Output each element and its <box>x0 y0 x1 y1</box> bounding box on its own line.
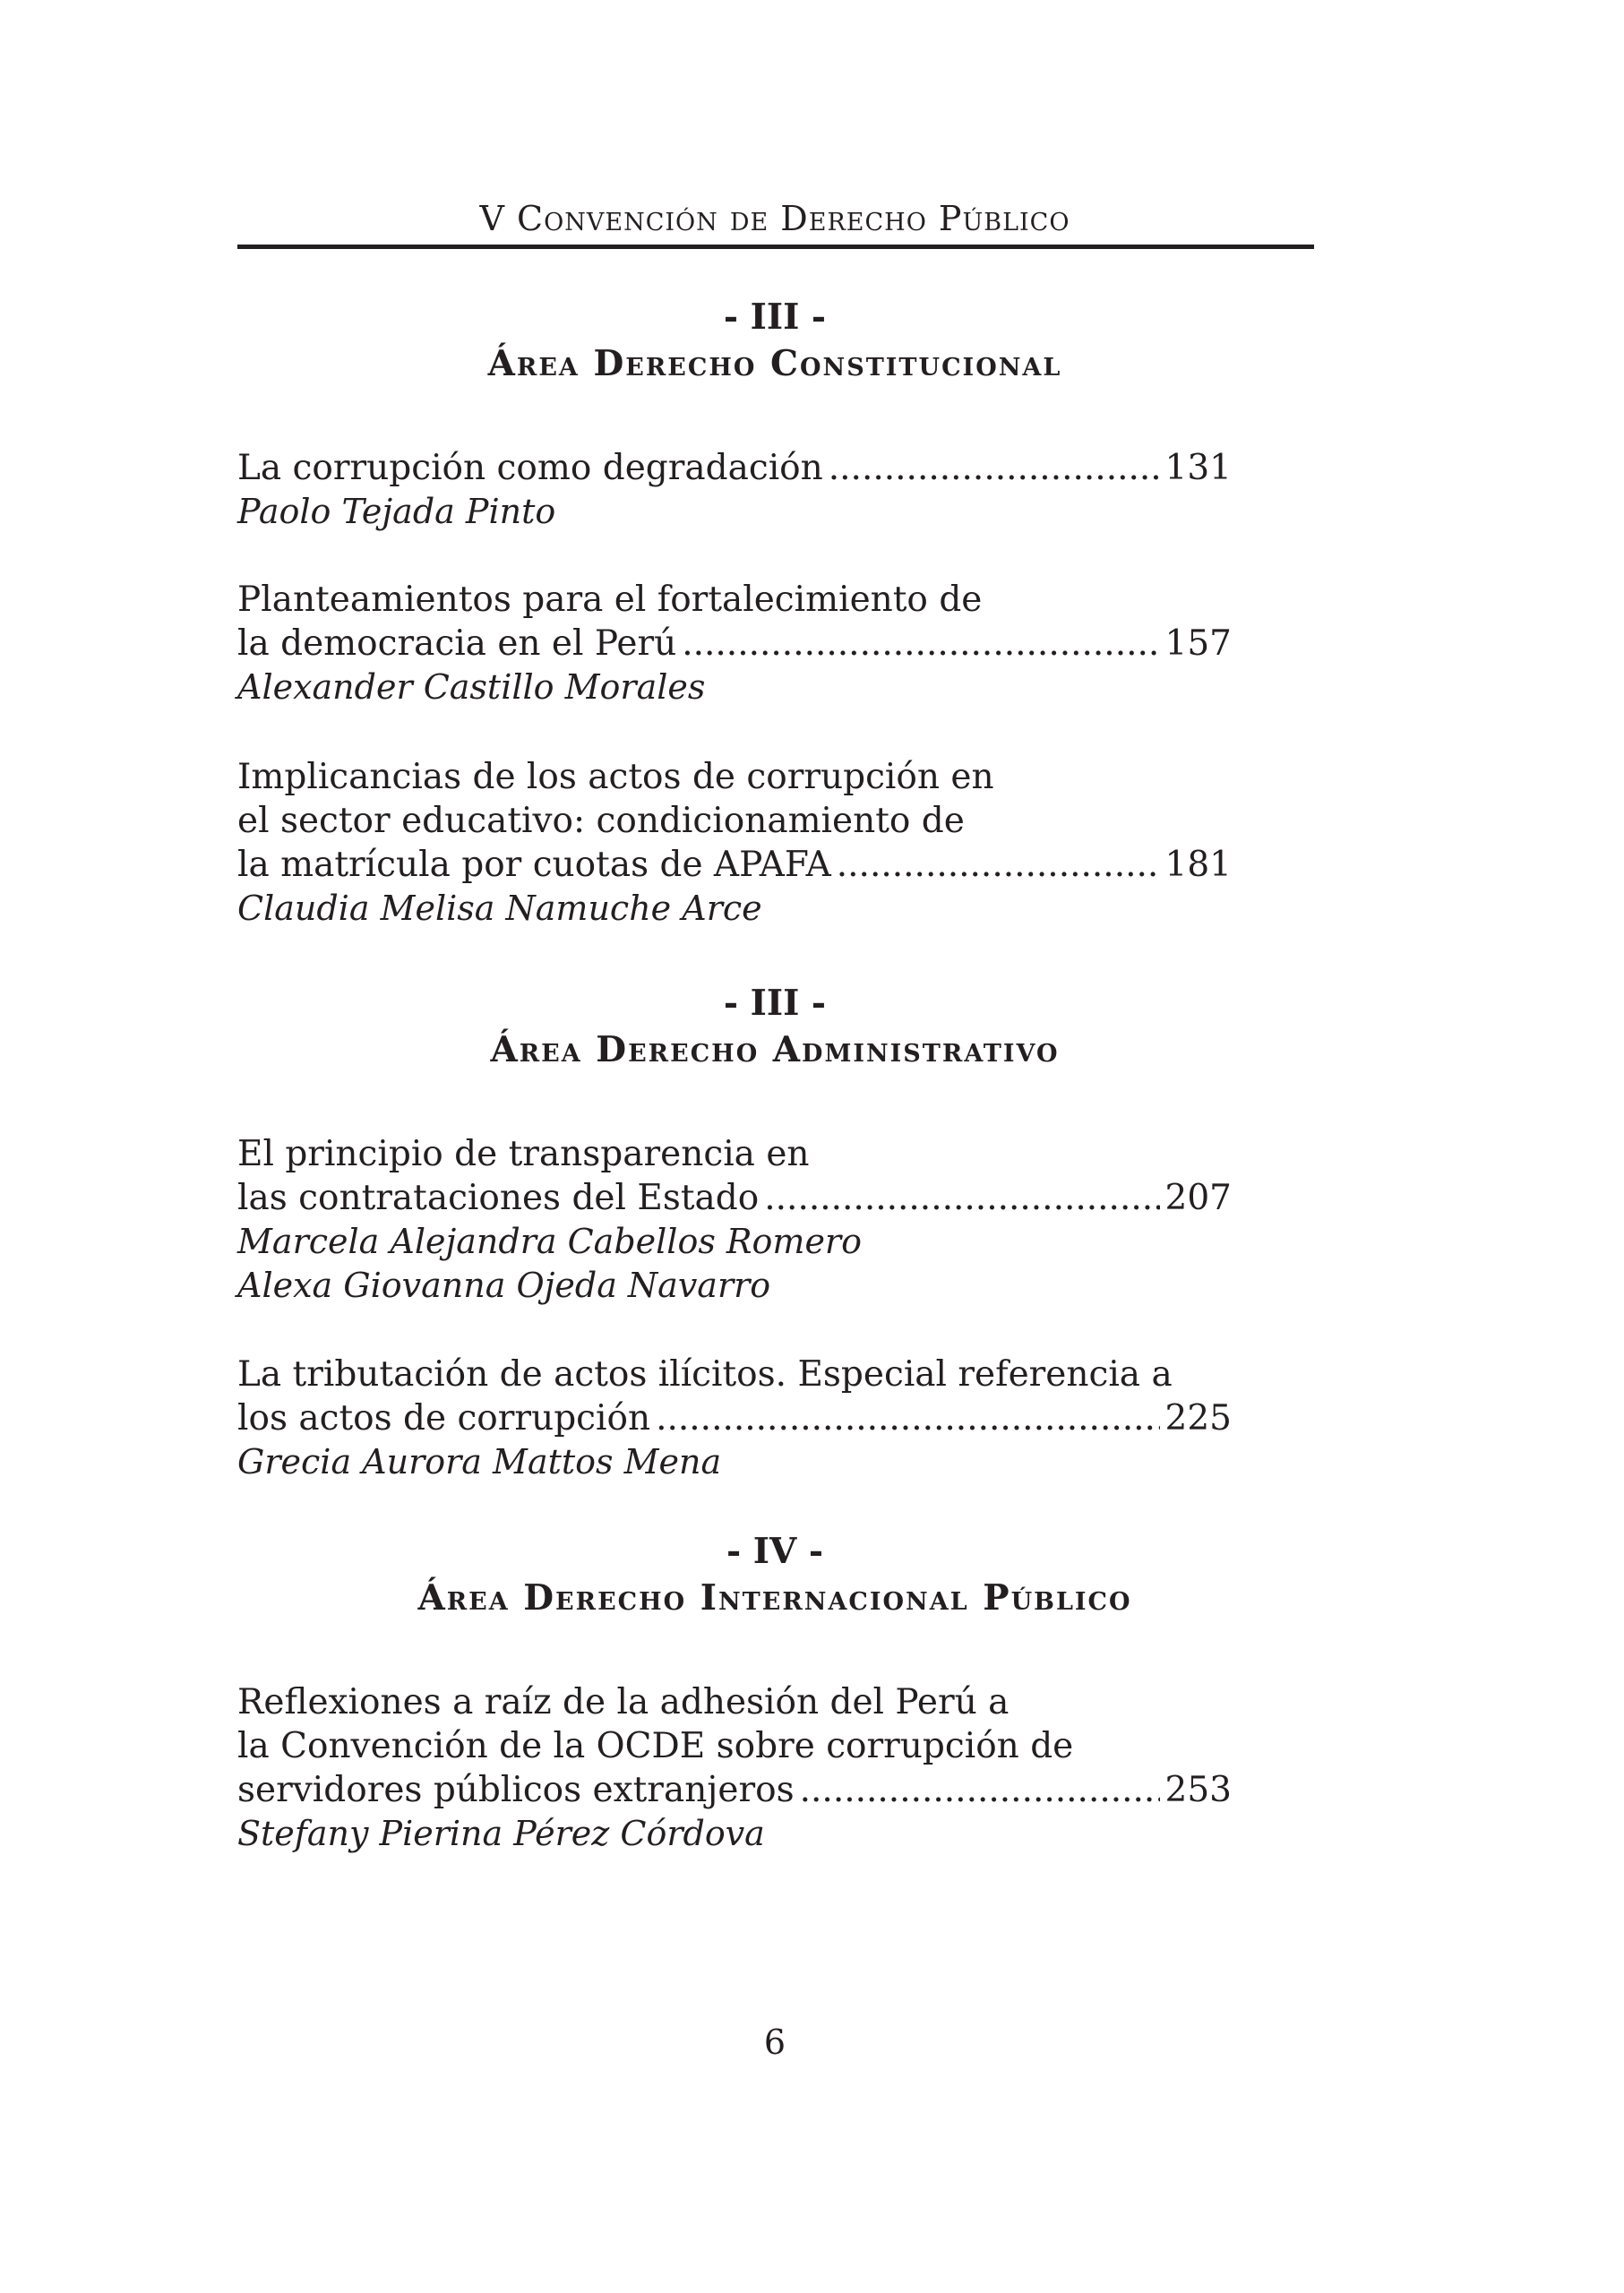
page-folio: 6 <box>763 2022 786 2062</box>
toc-entry-author: Paolo Tejada Pinto <box>237 492 556 531</box>
header-rule <box>237 245 1314 249</box>
toc-entry-author: Alexander Castillo Morales <box>237 667 706 707</box>
toc-entry-author: Alexa Giovanna Ojeda Navarro <box>237 1266 771 1305</box>
toc-entry-title: los actos de corrupción <box>237 1398 651 1438</box>
toc-entry-title-line: Planteamientos para el fortalecimiento de <box>237 580 983 620</box>
section-number: - III - <box>723 296 827 338</box>
toc-entry-title: servidores públicos extranjeros <box>237 1770 795 1810</box>
toc-entry-title: la matrícula por cuotas de APAFA <box>237 845 831 885</box>
page-number: 253 <box>1164 1770 1232 1810</box>
dot-leader <box>682 622 1159 666</box>
toc-entry-title: las contrataciones del Estado <box>237 1178 760 1218</box>
toc-entry[interactable] <box>237 446 1232 534</box>
dot-leader <box>764 1176 1159 1220</box>
toc-entry-title: La corrupción como degradación <box>237 448 823 488</box>
toc-entry-title-line: la Convención de la OCDE sobre corrupción de <box>237 1726 1074 1766</box>
dot-leader <box>656 1396 1159 1440</box>
toc-entry[interactable] <box>237 1132 1232 1308</box>
page-number: 181 <box>1164 845 1232 885</box>
toc-entry-title-line <box>237 622 1232 666</box>
toc-entry-author: Claudia Melisa Namuche Arce <box>237 889 762 928</box>
toc-entry-author: Grecia Aurora Mattos Mena <box>237 1442 722 1481</box>
section-heading <box>237 1530 1312 1623</box>
toc-entry[interactable] <box>237 1353 1232 1484</box>
toc-entry-title-line <box>237 843 1232 887</box>
running-head: V Convención de Derecho Público <box>479 199 1070 238</box>
toc-entry-title-line <box>237 1396 1232 1440</box>
toc-entry-title-line <box>237 1176 1232 1220</box>
toc-entry-title-line: el sector educativo: condicionamiento de <box>237 801 965 841</box>
toc-entry-title-line <box>237 446 1232 490</box>
section-title: Área Derecho Internacional Público <box>417 1577 1132 1619</box>
toc-entry-author: Marcela Alejandra Cabellos Romero <box>237 1222 862 1261</box>
toc-entry-author: Stefany Pierina Pérez Córdova <box>237 1814 765 1853</box>
dot-leader <box>837 843 1160 887</box>
section-title: Área Derecho Constitucional <box>487 343 1062 384</box>
section-number: - III - <box>723 983 827 1024</box>
toc-entry-title: la democracia en el Perú <box>237 623 677 664</box>
page-number: 157 <box>1164 623 1232 664</box>
section-heading <box>237 296 1312 389</box>
toc-entry[interactable] <box>237 578 1232 709</box>
section-number: - IV - <box>726 1531 824 1572</box>
toc-entry-title-line: Reflexiones a raíz de la adhesión del Perú a <box>237 1682 1010 1722</box>
toc-entry-title-line: El principio de transparencia en <box>237 1134 810 1174</box>
page-number: 207 <box>1164 1178 1232 1218</box>
dot-leader <box>829 446 1160 490</box>
toc-entry-title-line <box>237 1768 1232 1812</box>
section-heading <box>237 982 1312 1075</box>
page-number: 225 <box>1164 1398 1232 1438</box>
toc-entry-title-line: Implicancias de los actos de corrupción en <box>237 757 994 797</box>
section-title: Área Derecho Administrativo <box>490 1029 1060 1070</box>
toc-entry[interactable] <box>237 755 1232 931</box>
page-number: 131 <box>1164 448 1232 488</box>
toc-entry[interactable] <box>237 1680 1232 1856</box>
dot-leader <box>800 1768 1160 1812</box>
toc-entry-title-line: La tributación de actos ilícitos. Especial referencia a <box>237 1354 1173 1395</box>
